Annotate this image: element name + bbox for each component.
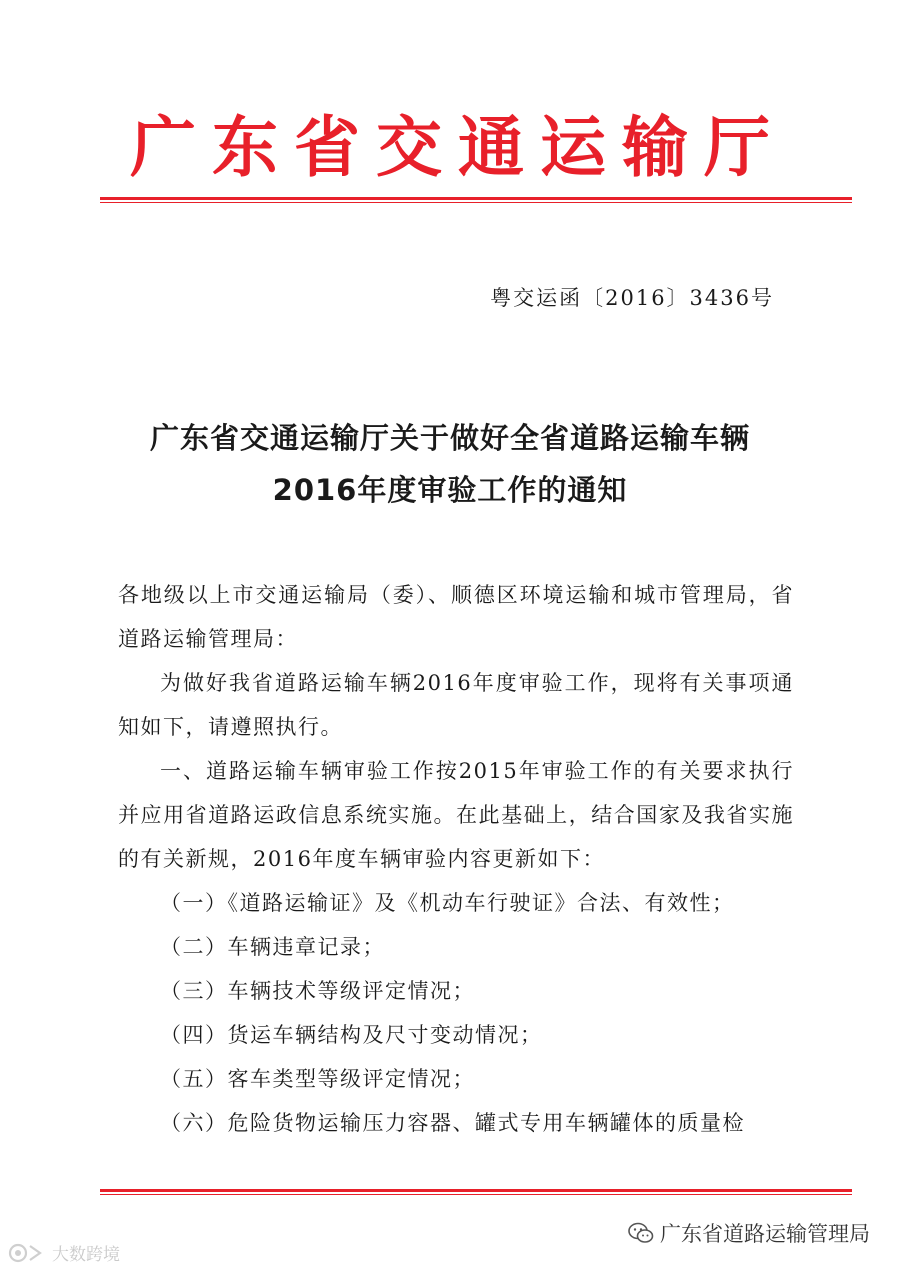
document-number: 粤交运函〔2016〕3436号 [490,286,774,310]
list-item: （四）货运车辆结构及尺寸变动情况； [160,1023,543,1047]
salutation: 各地级以上市交通运输局（委）、顺德区环境运输和城市管理局，省道路运输管理局： [118,583,794,651]
list-item: （六）危险货物运输压力容器、罐式专用车辆罐体的质量检 [160,1111,745,1135]
wechat-account-credit [628,1218,870,1248]
wechat-account-name: 广东省道路运输管理局 [660,1222,870,1246]
paragraph: 一、道路运输车辆审验工作按2015年审验工作的有关要求执行并应用省道路运政信息系统实施。在此基础上，结合国家及我省实施的有关新规，2016年度车辆审验内容更新如下： [118,759,794,871]
watermark-text: 大数跨境 [52,1245,120,1265]
document-body [118,573,794,1145]
paragraph: 为做好我省道路运输车辆2016年度审验工作，现将有关事项通知如下，请遵照执行。 [118,671,794,739]
list-item: （五）客车类型等级评定情况； [160,1067,475,1091]
red-footer-rule [100,1189,852,1195]
title-line-2: 2016年度审验工作的通知 [272,473,628,507]
watermark [8,1240,120,1265]
wechat-icon [628,1222,654,1244]
list-item: （一）《道路运输证》及《机动车行驶证》合法、有效性； [160,891,735,915]
document-title [0,412,900,516]
red-header-rule [100,197,852,203]
list-item: （二）车辆违章记录； [160,935,385,959]
watermark-logo-icon [8,1242,48,1264]
masthead-title: 广东省交通运输厅 [130,109,786,186]
list-item: （三）车辆技术等级评定情况； [160,979,475,1003]
title-line-1: 广东省交通运输厅关于做好全省道路运输车辆 [149,421,750,455]
